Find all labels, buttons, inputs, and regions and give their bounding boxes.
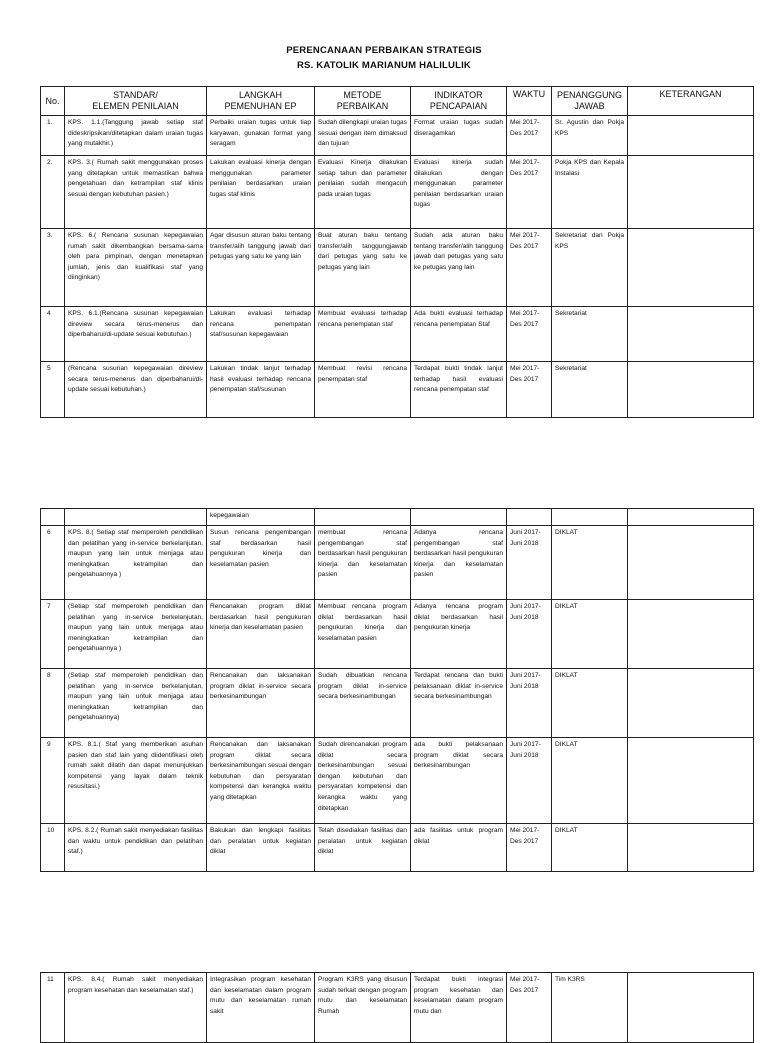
row-no: 4: [41, 307, 65, 362]
row-langkah: Rencanakan program diklat berdasarkan hasil pengukuran kinerja dan keselamatan pasien: [207, 600, 315, 669]
row-metode: Evaluasi Kinerja dilakukan setiap tahun dan parameter penilaian sudah mengacuh pada uraian tugas: [315, 156, 411, 229]
row-keterangan: [628, 600, 754, 669]
row-penanggung-jawab: Sekretariat dan Pokja KPS: [552, 229, 628, 307]
table-row: [41, 509, 754, 526]
header-no: No.: [41, 87, 65, 116]
row-penanggung-jawab: Sr. Agustin dan Pokja KPS: [552, 116, 628, 156]
row-standar: KPS. 1.1.(Tanggung jawab setiap staf dideskripsikan/ditetapkan dalam uraian tugas yang mutakhir.): [65, 116, 207, 156]
row-no: 8: [41, 669, 65, 738]
row-standar: (Setiap staf memperoleh pendidikan dan pelatihan yang in-service berkelanjutan, maupun yang lain untuk menjaga atau meningkatkan ketrampilan dan pengetahuannya ): [65, 600, 207, 669]
row-no: 3.: [41, 229, 65, 307]
row-penanggung-jawab: DIKLAT: [552, 669, 628, 738]
row-standar: KPS. 6.1.(Rencana susunan kepegawaian direview secara terus-menerus dan diperbaharui/di-update sesuai kebutuhan.): [65, 307, 207, 362]
row-indikator: Evaluasi kinerja sudah dilakukan dengan menggunakan parameter penilaian berdasarkan uraian tugas: [411, 156, 507, 229]
row-metode: membuat rencana pengembangan staf berdasarkan hasil pengukuran kinerja dan keselamatan pasien: [315, 526, 411, 600]
header-waktu: WAKTU: [507, 87, 552, 116]
document-subtitle: RS. KATOLIK MARIANUM HALILULIK: [297, 60, 471, 71]
row-langkah: Rencanakan dan laksanakan program diklat secara berkesinambungan sesuai dengan kebutuhan dan persyaratan kompetensi dan kerangka waktu yang ditetapkan: [207, 738, 315, 824]
row-indikator: Format uraian tugas sudah diseragamkan: [411, 116, 507, 156]
row-penanggung-jawab: Pokja KPS dan Kepala Instalasi: [552, 156, 628, 229]
plan-table-page2: [40, 508, 754, 872]
row-penanggung-jawab: Tim K3RS: [552, 973, 628, 1043]
row-standar: KPS. 8.( Setiap staf memperoleh pendidikan dan pelatihan yang in-service berkelanjutan, maupun yang lain untuk menjaga atau meningkatkan ketrampilan dan pengetahuannya ): [65, 526, 207, 600]
header-penanggung-jawab: PENANGGUNG JAWAB: [552, 87, 628, 116]
row-no: 10: [41, 824, 65, 872]
continuation-text: kepegawaian: [207, 509, 315, 526]
row-waktu: Mei 2017- Des 2017: [507, 229, 552, 307]
table-row: [41, 307, 754, 362]
row-penanggung-jawab: Sekretariat: [552, 307, 628, 362]
row-waktu: Juni 2017- Juni 2018: [507, 600, 552, 669]
row-no: 1.: [41, 116, 65, 156]
row-langkah: Agar disusun aturan baku tentang transfer/alih tanggung jawab dari petugas yang satu ke yang lain: [207, 229, 315, 307]
row-waktu: Mei 2017- Des 2017: [507, 362, 552, 418]
row-keterangan: [628, 824, 754, 872]
row-waktu: Juni 2017- Juni 2018: [507, 526, 552, 600]
header-keterangan: KETERANGAN: [628, 87, 754, 116]
row-no: 7: [41, 600, 65, 669]
row-waktu: Juni 2017- Juni 2018: [507, 669, 552, 738]
row-keterangan: [628, 973, 754, 1043]
row-keterangan: [628, 669, 754, 738]
row-keterangan: [628, 156, 754, 229]
row-waktu: Mei 2017- Des 2017: [507, 973, 552, 1043]
table-row: [41, 600, 754, 669]
row-metode: Buat aturan baku tentang transfer/alih tanggungjawab dari petugas yang satu ke petugas yang lain: [315, 229, 411, 307]
row-standar: KPS. 8.4.( Rumah sakit menyediakan program kesehatan dan keselamatan staf.): [65, 973, 207, 1043]
header-langkah: LANGKAH PEMENUHAN EP: [207, 87, 315, 116]
row-standar: KPS. 8.2.( Rumah sakit menyediakan fasilitas dan waktu untuk pendidikan dan pelatihan staf.): [65, 824, 207, 872]
row-waktu: Mei 2017- Des 2017: [507, 156, 552, 229]
row-indikator: Ada bukti evaluasi terhadap rencana penempatan Staf: [411, 307, 507, 362]
row-metode: Membuat revisi rencana penempatan staf: [315, 362, 411, 418]
row-langkah: Bakukan dan lengkapi fasilitas dan peralatan untuk kegiatan diklat: [207, 824, 315, 872]
row-no: 5: [41, 362, 65, 418]
header-indikator: INDIKATOR PENCAPAIAN: [411, 87, 507, 116]
row-metode: Membuat rencana program diklat berdasarkan hasil pengukuran kinerja dan keselamatan pasien: [315, 600, 411, 669]
row-keterangan: [628, 738, 754, 824]
row-langkah: Integrasikan program kesehatan dan keselamatan dalam program mutu dan keselamatan rumah sakit: [207, 973, 315, 1043]
row-penanggung-jawab: DIKLAT: [552, 824, 628, 872]
plan-table-page3: [40, 972, 754, 1043]
row-penanggung-jawab: DIKLAT: [552, 738, 628, 824]
row-indikator: Adanya rencana pengembangan staf berdasarkan hasil pengukuran kinerja dan keselamatan pasien: [411, 526, 507, 600]
row-waktu: Juni 2017- Juni 2018: [507, 738, 552, 824]
row-langkah: Lakukan tindak lanjut terhadap hasil evaluasi terhadap rencana penempatan staf/susunan: [207, 362, 315, 418]
row-no: 11: [41, 973, 65, 1043]
row-penanggung-jawab: DIKLAT: [552, 600, 628, 669]
table-row: [41, 824, 754, 872]
row-langkah: Perbaiki uraian tugas untuk tiap karyawan, gunakan format yang seragam: [207, 116, 315, 156]
row-waktu: Mei 2017- Des 2017: [507, 307, 552, 362]
table-row: [41, 973, 754, 1043]
header-metode: METODE PERBAIKAN: [315, 87, 411, 116]
row-langkah: Susun rencana pengembangan staf berdasarkan hasil pengukuran kinerja dan keselamatan pasien: [207, 526, 315, 600]
plan-table-page1: [40, 86, 754, 418]
row-metode: Program K3RS yang disusun sudah terkait dengan program mutu dan keselamatan Rumah: [315, 973, 411, 1043]
document-title: PERENCANAAN PERBAIKAN STRATEGIS: [286, 45, 482, 56]
row-langkah: Rencanakan dan laksanakan program diklat in-service secara berkesinambungan: [207, 669, 315, 738]
row-penanggung-jawab: Sekretariat: [552, 362, 628, 418]
row-keterangan: [628, 362, 754, 418]
table-row: [41, 156, 754, 229]
row-keterangan: [628, 307, 754, 362]
table-row: [41, 116, 754, 156]
row-metode: Sudah dilengkapi uraian tugas sesuai dengan item dimaksud dan tujuan: [315, 116, 411, 156]
row-metode: Membuat evaluasi terhadap rencana penempatan staf: [315, 307, 411, 362]
row-waktu: Mei 2017- Des 2017: [507, 824, 552, 872]
row-waktu: Mei 2017- Des 2017: [507, 116, 552, 156]
row-indikator: Sudah ada aturan baku tentang transfer/alih tanggung jawab dari petugas yang satu ke petugas yang lain: [411, 229, 507, 307]
header-standar: STANDAR/ ELEMEN PENILAIAN: [65, 87, 207, 116]
row-no: 6: [41, 526, 65, 600]
row-keterangan: [628, 526, 754, 600]
table-row: [41, 669, 754, 738]
table-row: [41, 526, 754, 600]
table-row: [41, 229, 754, 307]
row-standar: KPS. 6.( Rencana susunan kepegawaian rumah sakit dikembangkan bersama-sama oleh para pimpinan, dengan menetapkan jumlah, jenis dan kualifikasi staf yang diinginkan): [65, 229, 207, 307]
row-indikator: ada bukti pelaksanaan program diklat secara berkesinambungan: [411, 738, 507, 824]
row-standar: KPS. 3.( Rumah sakit menggunakan proses yang ditetapkan untuk memastikan bahwa pengetahuan dan ketrampilan staf klinis sesuai dengan kebutuhan pasien.): [65, 156, 207, 229]
row-keterangan: [628, 116, 754, 156]
table-row: [41, 738, 754, 824]
row-indikator: Terdapat bukti integrasi program kesehatan dan keselamatan dalam program mutu dan: [411, 973, 507, 1043]
row-indikator: Terdapat rencana dan bukti pelaksanaan diklat in-service secara berkesinambungan: [411, 669, 507, 738]
row-penanggung-jawab: DIKLAT: [552, 526, 628, 600]
row-metode: Sudah direncanakan program diklat secara berkesinambungan sesuai dengan kebutuhan dan persyaratan kompetensi dan kerangka waktu yang ditetapkan: [315, 738, 411, 824]
row-langkah: Lakukan evaluasi terhadap rencana penempatan staf/susunan kepegawaian: [207, 307, 315, 362]
row-standar: (Setiap staf memperoleh pendidikan dan pelatihan yang in-service berkelanjutan, maupun yang lain untuk menjaga atau meningkatkan ketrampilan dan pengetahuannya): [65, 669, 207, 738]
row-metode: Telah disediakan fasilitas dan peralatan untuk kegiatan diklat: [315, 824, 411, 872]
row-no: 2.: [41, 156, 65, 229]
row-indikator: Adanya rencana program diklat berdasarkan hasil pengukuran kinerja: [411, 600, 507, 669]
row-langkah: Lakukan evaluasi kinerja dengan menggunakan parameter penilaian berdasarkan uraian tugas staf klinis: [207, 156, 315, 229]
row-no: 9: [41, 738, 65, 824]
row-keterangan: [628, 229, 754, 307]
table-row: [41, 362, 754, 418]
row-indikator: ada fasilitas untuk program diklat: [411, 824, 507, 872]
row-indikator: Terdapat bukti tindak lanjut terhadap hasil evaluasi rencana penempatan staf: [411, 362, 507, 418]
row-standar: (Rencana susunan kepegawaian direview secara terus-menerus dan diperbaharui/di-update sesuai kebutuhan.): [65, 362, 207, 418]
row-metode: Sudah dibuatkan rencana program diklat in-service secara berkesinambungan: [315, 669, 411, 738]
row-standar: KPS. 8.1.( Staf yang memberikan asuhan pasien dan staf lain yang diidentifikasi oleh rumah sakit dilatih dan dapat menunjukkan kompetensi yang layak dalam teknik resusitasi.): [65, 738, 207, 824]
